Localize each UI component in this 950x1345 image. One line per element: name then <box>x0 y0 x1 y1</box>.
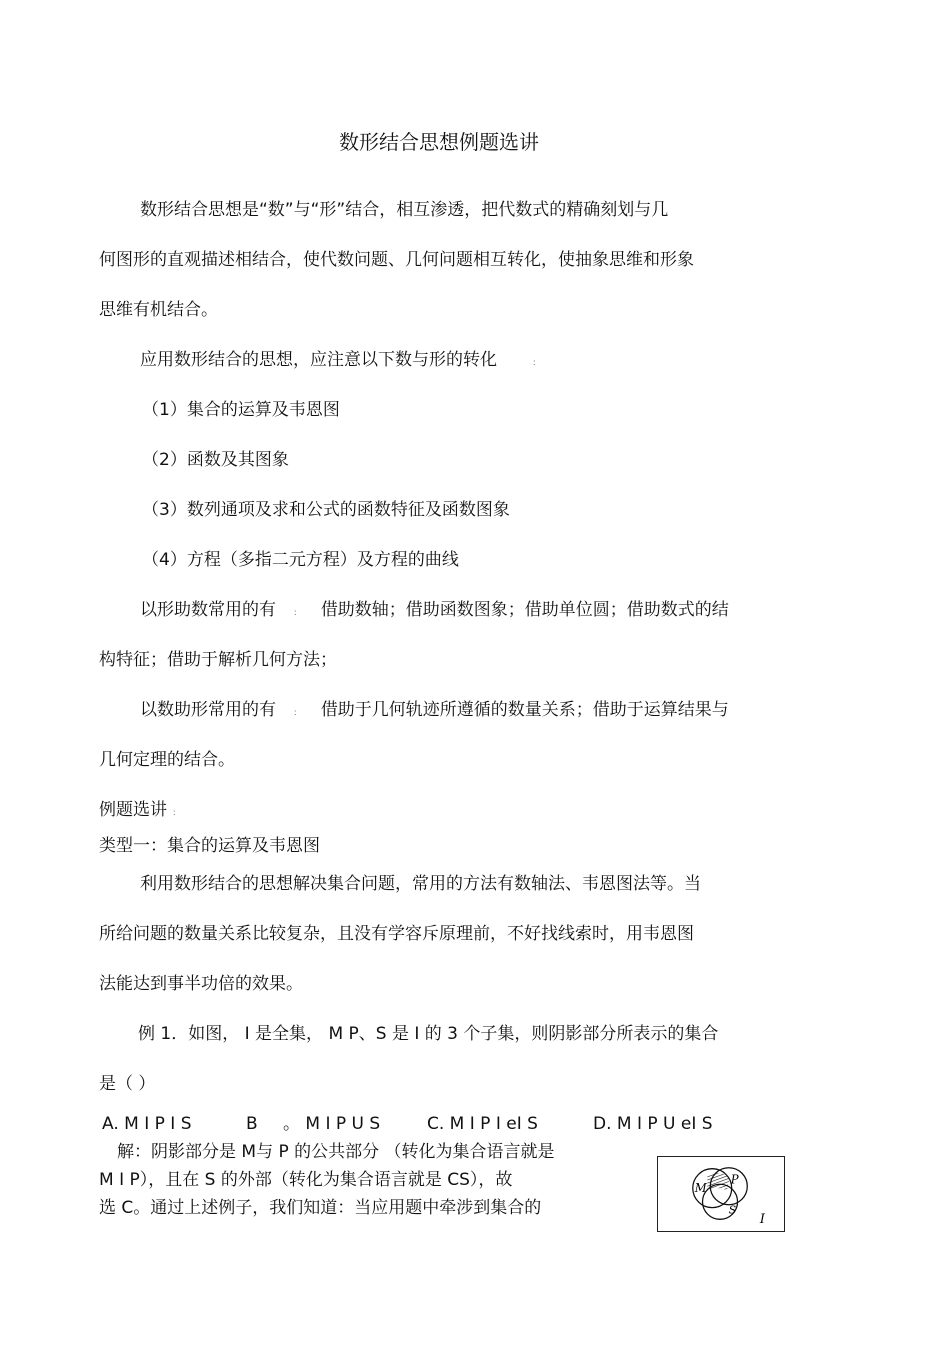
option-b-body: 。 M I P U S <box>283 1114 381 1134</box>
type1-heading: 类型一：集合的运算及韦恩图 <box>99 836 320 856</box>
intro-line-2: 何图形的直观描述相结合，使代数问题、几何问题相互转化，使抽象思维和形象 <box>99 250 694 270</box>
option-a: A. M I P I S <box>102 1114 192 1134</box>
shape-to-num-mark: ： <box>293 608 302 617</box>
list-item-3: （3）数列通项及求和公式的函数特征及函数图象 <box>142 500 510 520</box>
shape-to-num-rest: 借助数轴；借助函数图象；借助单位圆；借助数式的结 <box>320 600 729 620</box>
num-to-shape-mark: ： <box>293 708 302 717</box>
examples-heading-mark: ： <box>172 808 181 817</box>
list-item-1: （1）集合的运算及韦恩图 <box>142 400 340 420</box>
shape-to-num-line-1 <box>140 599 729 624</box>
num-to-shape-line-2: 几何定理的结合。 <box>99 750 235 770</box>
num-to-shape-lead: 以数助形常用的有 <box>140 700 276 720</box>
example1-question-2: 是（ ） <box>99 1074 156 1094</box>
solution-line-2: M I P），且在 S 的外部（转化为集合语言就是 CS），故 <box>99 1170 513 1190</box>
type1-desc-line-3: 法能达到事半功倍的效果。 <box>99 974 303 994</box>
label-s: S <box>728 1203 737 1217</box>
type1-desc-line-1: 利用数形结合的思想解决集合问题，常用的方法有数轴法、韦恩图法等。当 <box>140 874 701 894</box>
apply-text: 应用数形结合的思想，应注意以下数与形的转化 <box>140 350 497 370</box>
page-title: 数形结合思想例题选讲 <box>339 130 539 154</box>
label-i: I <box>759 1211 765 1227</box>
num-to-shape-line-1 <box>140 699 729 724</box>
solution-line-1: 解：阴影部分是 M与 P 的公共部分 （转化为集合语言就是 <box>117 1142 555 1162</box>
list-item-4: （4）方程（多指二元方程）及方程的曲线 <box>142 550 459 570</box>
option-b: B <box>246 1114 258 1134</box>
example1-question: 例 1．如图， I 是全集， M P、S 是 I 的 3 个子集，则阴影部分所表示的集合 <box>138 1024 719 1044</box>
venn-diagram <box>657 1156 785 1232</box>
type1-desc-line-2: 所给问题的数量关系比较复杂，且没有学容斥原理前，不好找线索时，用韦恩图 <box>99 924 694 944</box>
intro-line-1: 数形结合思想是“数”与“形”结合，相互渗透，把代数式的精确刻划与几 <box>140 200 669 220</box>
solution-line-3: 选 C。通过上述例子，我们知道：当应用题中牵涉到集合的 <box>99 1198 542 1218</box>
intro-line-3: 思维有机结合。 <box>99 300 218 320</box>
shape-to-num-line-2: 构特征；借助于解析几何方法； <box>99 650 337 670</box>
label-p: P <box>730 1172 739 1187</box>
option-d: D. M I P U eI S <box>593 1114 713 1134</box>
option-c: C. M I P I eI S <box>427 1114 538 1134</box>
examples-heading <box>99 799 180 824</box>
apply-mark: ： <box>532 358 541 367</box>
apply-line <box>140 349 540 374</box>
list-item-2: （2）函数及其图象 <box>142 450 289 470</box>
num-to-shape-rest: 借助于几何轨迹所遵循的数量关系；借助于运算结果与 <box>320 700 729 720</box>
label-m: M <box>694 1181 707 1196</box>
shape-to-num-lead: 以形助数常用的有 <box>140 600 276 620</box>
examples-heading-text: 例题选讲 <box>99 800 167 820</box>
